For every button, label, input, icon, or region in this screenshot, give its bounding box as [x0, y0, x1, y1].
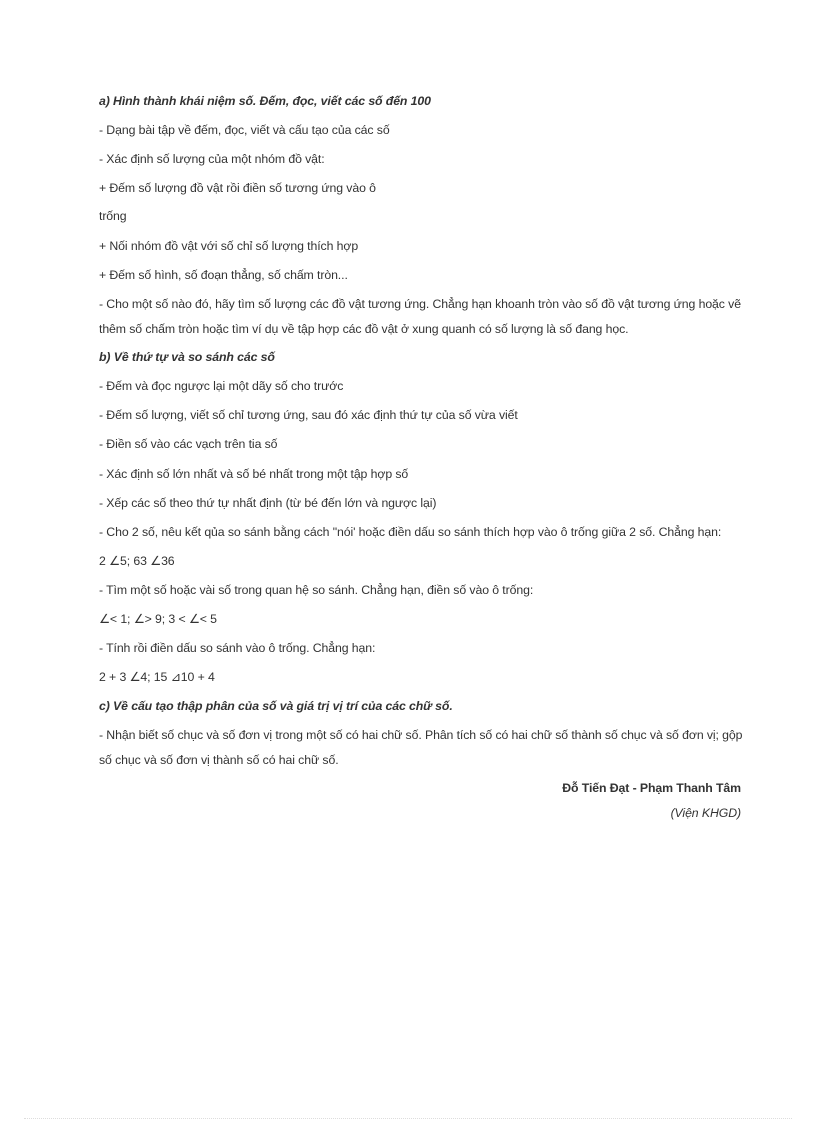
- signature-authors: Đỗ Tiến Đạt - Phạm Thanh Tâm: [562, 781, 741, 795]
- section-b-line-3: - Điền số vào các vạch trên tia số: [99, 437, 278, 451]
- section-a-heading: a) Hình thành khái niệm số. Đếm, đọc, viết các số đến 100: [99, 94, 431, 108]
- section-c-line-1: - Nhận biết số chục và số đơn vị trong một số có hai chữ số. Phân tích số có hai chữ số thành số chục và số đơn vị; gộp: [99, 728, 743, 742]
- section-a-line-7: - Cho một số nào đó, hãy tìm số lượng các đồ vật tương ứng. Chẳng hạn khoanh tròn vào số đồ vật tương ứng hoặc vẽ: [99, 297, 741, 311]
- document-page: [99, 0, 744, 1123]
- section-a-line-6: + Đếm số hình, số đoạn thẳng, số chấm tròn...: [99, 268, 348, 282]
- section-c-heading: c) Về cấu tạo thập phân của số và giá trị vị trí của các chữ số.: [99, 699, 453, 713]
- section-b-line-1: - Đếm và đọc ngược lại một dãy số cho trước: [99, 379, 344, 393]
- section-a-line-3: + Đếm số lượng đồ vật rồi điền số tương ứng vào ô: [99, 181, 376, 195]
- section-b-line-10: - Tính rồi điền dấu so sánh vào ô trống. Chẳng hạn:: [99, 641, 376, 655]
- section-b-line-11: 2 + 3 ∠4; 15 ⊿10 + 4: [99, 670, 215, 684]
- section-b-line-5: - Xếp các số theo thứ tự nhất định (từ bé đến lớn và ngược lại): [99, 496, 437, 510]
- section-a-line-5: + Nối nhóm đồ vật với số chỉ số lượng thích hợp: [99, 239, 359, 253]
- section-a-line-2: - Xác định số lượng của một nhóm đồ vật:: [99, 152, 325, 166]
- section-a-line-1: - Dạng bài tập về đếm, đọc, viết và cấu tạo của các số: [99, 123, 390, 137]
- signature-institute: (Viện KHGD): [670, 806, 741, 820]
- section-a-line-4: trống: [99, 209, 127, 223]
- section-b-line-7: 2 ∠5; 63 ∠36: [99, 554, 175, 568]
- section-b-line-8: - Tìm một số hoặc vài số trong quan hệ so sánh. Chẳng hạn, điền số vào ô trống:: [99, 583, 534, 597]
- section-a-line-8: thêm số chấm tròn hoặc tìm ví dụ về tập hợp các đồ vật ở xung quanh có số lượng là số đang học.: [99, 322, 629, 336]
- section-b-heading: b) Về thứ tự và so sánh các số: [99, 350, 275, 364]
- section-b-line-6: - Cho 2 số, nêu kết qủa so sánh bằng cách "nói' hoặc điền dấu so sánh thích hợp vào ô trống giữa 2 số. Chẳng hạn:: [99, 525, 722, 539]
- page-bottom-divider: [24, 1118, 792, 1119]
- section-b-line-2: - Đếm số lượng, viết số chỉ tương ứng, sau đó xác định thứ tự của số vừa viết: [99, 408, 518, 422]
- section-b-line-9: ∠< 1; ∠> 9; 3 < ∠< 5: [99, 612, 217, 626]
- section-c-line-2: số chục và số đơn vị thành số có hai chữ số.: [99, 753, 339, 767]
- section-b-line-4: - Xác định số lớn nhất và số bé nhất trong một tập hợp số: [99, 467, 409, 481]
